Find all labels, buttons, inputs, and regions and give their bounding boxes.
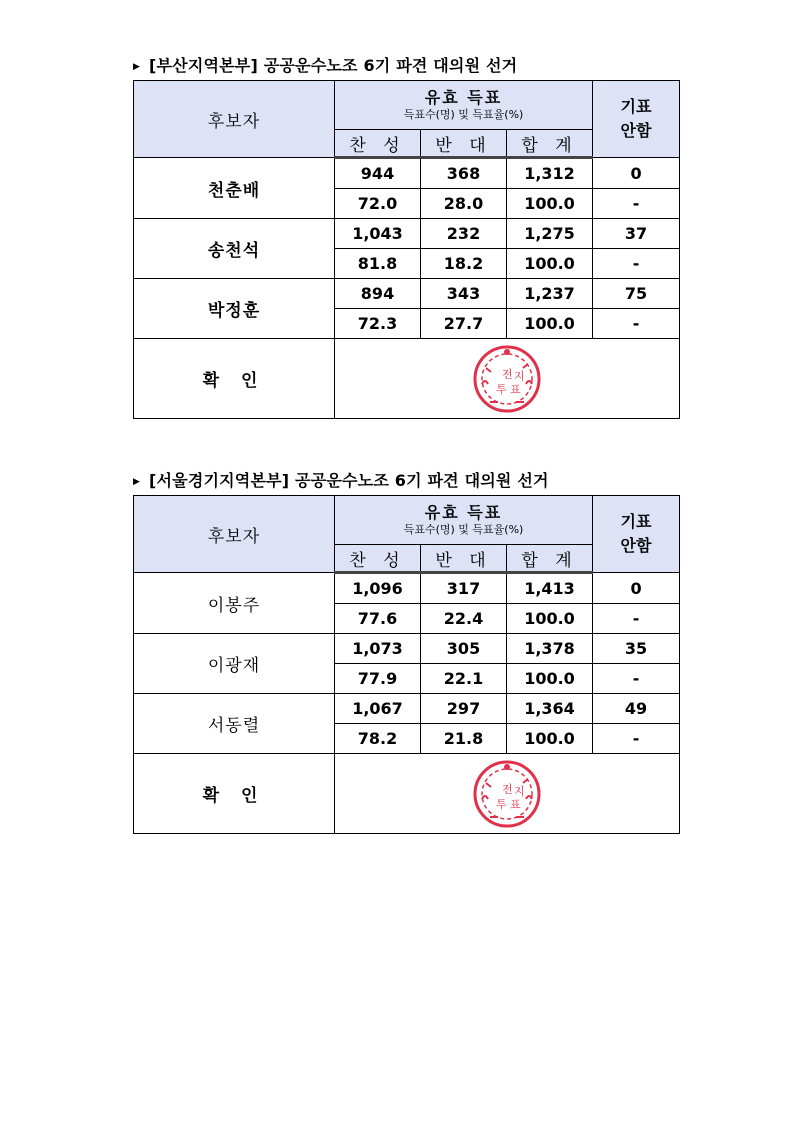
votes-abstain: 0 — [593, 158, 680, 189]
header-valid-votes — [335, 81, 593, 130]
header-for: 찬 성 — [335, 545, 421, 573]
pct-abstain: - — [593, 604, 680, 634]
section-title — [133, 470, 549, 492]
candidate-name: 박정훈 — [134, 279, 335, 339]
votes-against: 297 — [421, 694, 507, 724]
pct-for: 77.6 — [335, 604, 421, 634]
seal-glyph: 전 — [502, 782, 513, 796]
pct-against: 18.2 — [421, 249, 507, 279]
confirm-row — [134, 339, 680, 419]
pct-total: 100.0 — [507, 604, 593, 634]
votes-total: 1,413 — [507, 573, 593, 604]
header-abstain-line2: 안함 — [620, 121, 652, 140]
votes-against: 368 — [421, 158, 507, 189]
pct-abstain: - — [593, 189, 680, 219]
table-row — [134, 158, 680, 189]
pct-against: 28.0 — [421, 189, 507, 219]
pct-abstain: - — [593, 309, 680, 339]
votes-for: 1,043 — [335, 219, 421, 249]
pct-total: 100.0 — [507, 189, 593, 219]
section-title-text: [부산지역본부] 공공운수노조 6기 파견 대의원 선거 — [149, 56, 518, 75]
votes-against: 343 — [421, 279, 507, 309]
seal-glyph: 지 — [514, 784, 525, 798]
votes-against: 232 — [421, 219, 507, 249]
confirm-row — [134, 754, 680, 834]
table-row — [134, 694, 680, 724]
header-against: 반 대 — [421, 545, 507, 573]
results-table — [133, 80, 680, 419]
pct-abstain: - — [593, 724, 680, 754]
candidate-name: 천춘배 — [134, 158, 335, 219]
seal-glyph: 투 — [496, 382, 507, 396]
confirm-label: 확 인 — [134, 339, 335, 419]
table-row — [134, 219, 680, 249]
candidate-name: 서동렬 — [134, 694, 335, 754]
seal-glyph: 투 — [496, 797, 507, 811]
votes-total: 1,364 — [507, 694, 593, 724]
pct-total: 100.0 — [507, 724, 593, 754]
pct-against: 22.4 — [421, 604, 507, 634]
header-abstain-line1: 기표 — [620, 97, 652, 116]
pct-against: 27.7 — [421, 309, 507, 339]
pct-abstain: - — [593, 664, 680, 694]
votes-total: 1,378 — [507, 634, 593, 664]
votes-against: 317 — [421, 573, 507, 604]
bullet-triangle-icon: ▶ — [133, 477, 141, 487]
seal-glyph: 지 — [514, 369, 525, 383]
votes-total: 1,237 — [507, 279, 593, 309]
pct-for: 72.3 — [335, 309, 421, 339]
votes-for: 1,096 — [335, 573, 421, 604]
seal-cell — [335, 339, 680, 419]
pct-for: 81.8 — [335, 249, 421, 279]
pct-against: 21.8 — [421, 724, 507, 754]
bullet-triangle-icon: ▶ — [133, 62, 141, 72]
confirm-label: 확 인 — [134, 754, 335, 834]
votes-abstain: 75 — [593, 279, 680, 309]
pct-total: 100.0 — [507, 249, 593, 279]
votes-for: 894 — [335, 279, 421, 309]
votes-for: 944 — [335, 158, 421, 189]
table-row — [134, 573, 680, 604]
header-abstain — [593, 81, 680, 158]
pct-for: 72.0 — [335, 189, 421, 219]
header-against: 반 대 — [421, 130, 507, 158]
official-seal-stamp — [472, 344, 542, 414]
seal-glyph: 전 — [502, 367, 513, 381]
votes-for: 1,067 — [335, 694, 421, 724]
official-seal-stamp — [472, 759, 542, 829]
seal-glyph: 표 — [510, 797, 521, 811]
votes-abstain: 49 — [593, 694, 680, 724]
header-candidate: 후보자 — [134, 496, 335, 573]
header-valid-subtitle: 득표수(명) 및 득표율(%) — [403, 108, 524, 121]
pct-for: 77.9 — [335, 664, 421, 694]
votes-total: 1,312 — [507, 158, 593, 189]
votes-for: 1,073 — [335, 634, 421, 664]
candidate-name: 송천석 — [134, 219, 335, 279]
candidate-name: 이광재 — [134, 634, 335, 694]
section-title-text: [서울경기지역본부] 공공운수노조 6기 파견 대의원 선거 — [149, 471, 549, 490]
votes-against: 305 — [421, 634, 507, 664]
header-for: 찬 성 — [335, 130, 421, 158]
votes-abstain: 35 — [593, 634, 680, 664]
table-row — [134, 279, 680, 309]
candidate-name: 이봉주 — [134, 573, 335, 634]
results-table — [133, 495, 680, 834]
pct-total: 100.0 — [507, 309, 593, 339]
header-valid-subtitle: 득표수(명) 및 득표율(%) — [403, 523, 524, 536]
header-valid-votes — [335, 496, 593, 545]
seal-cell — [335, 754, 680, 834]
header-abstain — [593, 496, 680, 573]
votes-abstain: 0 — [593, 573, 680, 604]
seal-glyph: 표 — [510, 382, 521, 396]
header-valid-title: 유효 득표 — [424, 88, 503, 107]
header-abstain-line2: 안함 — [620, 536, 652, 555]
header-candidate: 후보자 — [134, 81, 335, 158]
pct-total: 100.0 — [507, 664, 593, 694]
header-total: 합 계 — [507, 545, 593, 573]
pct-abstain: - — [593, 249, 680, 279]
table-row — [134, 634, 680, 664]
header-abstain-line1: 기표 — [620, 512, 652, 531]
votes-total: 1,275 — [507, 219, 593, 249]
header-valid-title: 유효 득표 — [424, 503, 503, 522]
pct-against: 22.1 — [421, 664, 507, 694]
pct-for: 78.2 — [335, 724, 421, 754]
votes-abstain: 37 — [593, 219, 680, 249]
header-total: 합 계 — [507, 130, 593, 158]
section-title — [133, 55, 517, 77]
